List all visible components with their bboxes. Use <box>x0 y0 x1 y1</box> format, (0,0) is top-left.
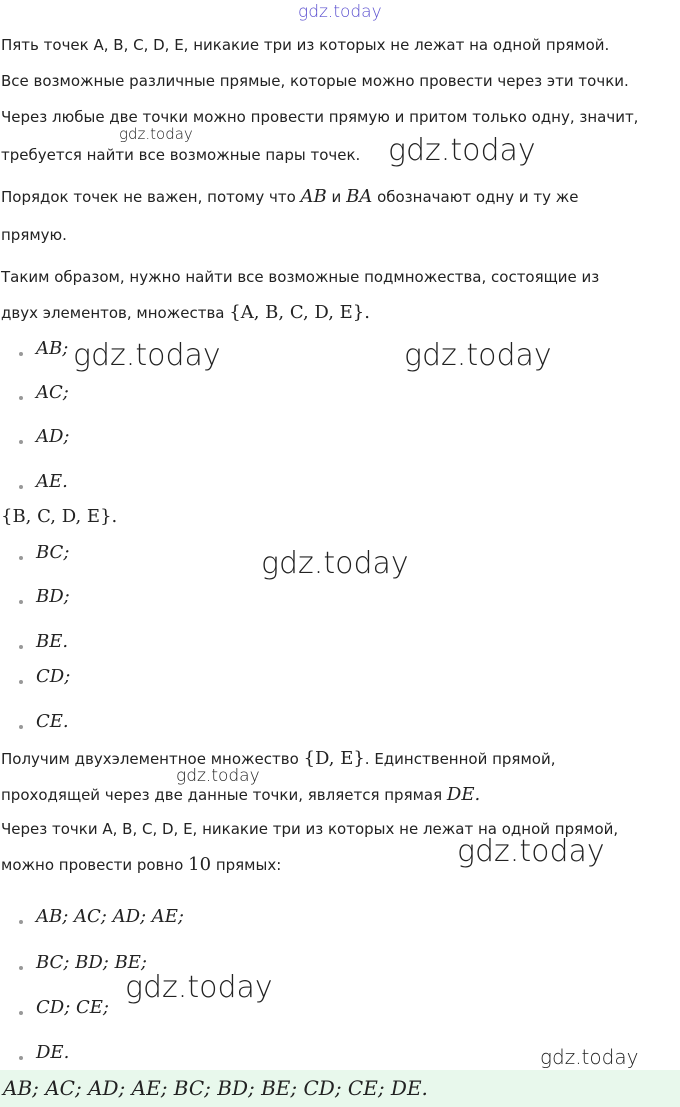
subsets-text: двух элементов, множества <box>1 304 230 322</box>
list-item: CD; <box>36 666 71 687</box>
watermark: gdz.today <box>125 970 273 1005</box>
result-text: . Единственной прямой, <box>364 750 556 768</box>
list-item: CE. <box>36 711 69 732</box>
bullet <box>19 1056 23 1060</box>
bullet <box>19 352 23 356</box>
order-note-text: и <box>326 188 347 206</box>
bullet <box>19 966 23 970</box>
list-item: BD; <box>36 586 70 607</box>
list-item: BE. <box>36 631 69 652</box>
list-item: AC; <box>36 382 69 403</box>
conclusion-line-1: Через точки A, B, C, D, E, никакие три из которых не лежат на одной прямой, <box>1 820 619 838</box>
reasoning-line-1: Через любые две точки можно провести прямую и притом только одну, значит, <box>1 108 639 126</box>
bullet <box>19 600 23 604</box>
watermark: gdz.today <box>540 1045 639 1069</box>
watermark: gdz.today <box>73 338 221 373</box>
set-abcde: {A, B, C, D, E}. <box>229 302 370 323</box>
bullet <box>19 920 23 924</box>
list-item: AE. <box>36 471 68 492</box>
question-text: Все возможные различные прямые, которые можно провести через эти точки. <box>1 72 629 90</box>
result-line-1 <box>1 748 555 769</box>
list-item: AB; <box>36 338 69 359</box>
order-note-text: обозначают одну и ту же <box>372 188 579 206</box>
order-note-text: Порядок точек не важен, потому что <box>1 188 301 206</box>
condition-text: Пять точек A, B, C, D, E, никакие три из которых не лежат на одной прямой. <box>1 36 610 54</box>
set-de: {D, E} <box>303 748 365 769</box>
bullet <box>19 485 23 489</box>
list-item: BC; <box>36 542 70 563</box>
conclusion-text: прямых: <box>211 856 282 874</box>
order-note-line-1 <box>1 186 579 207</box>
bullet <box>19 1011 23 1015</box>
watermark: gdz.today <box>261 546 409 581</box>
watermark-top: gdz.today <box>298 2 382 22</box>
segment-ab: AB <box>300 186 327 207</box>
bullet <box>19 556 23 560</box>
conclusion-line-2 <box>1 854 281 875</box>
watermark: gdz.today <box>457 834 605 869</box>
summary-item: BC; BD; BE; <box>36 952 147 973</box>
reasoning-line-2: требуется найти все возможные пары точек. <box>1 146 361 164</box>
subsets-line-1: Таким образом, нужно найти все возможные подмножества, состоящие из <box>1 268 600 286</box>
set-bcde: {B, C, D, E}. <box>1 506 118 527</box>
summary-item: AB; AC; AD; AE; <box>36 906 184 927</box>
result-line-2 <box>1 784 480 805</box>
lines-count: 10 <box>188 854 212 875</box>
result-text: Получим двухэлементное множество <box>1 750 304 768</box>
bullet <box>19 396 23 400</box>
bullet <box>19 440 23 444</box>
segment-de: DE. <box>446 784 481 805</box>
watermark: gdz.today <box>388 133 536 168</box>
list-item: AD; <box>36 426 70 447</box>
segment-ba: BA <box>346 186 373 207</box>
conclusion-text: можно провести ровно <box>1 856 189 874</box>
watermark: gdz.today <box>404 338 552 373</box>
order-note-line-2: прямую. <box>1 226 67 244</box>
bullet <box>19 645 23 649</box>
answer-box <box>0 1070 680 1107</box>
bullet <box>19 680 23 684</box>
answer-text: AB; AC; AD; AE; BC; BD; BE; CD; CE; DE. <box>3 1076 428 1100</box>
watermark: gdz.today <box>119 125 193 143</box>
result-text: проходящей через две данные точки, является прямая <box>1 786 447 804</box>
subsets-line-2 <box>1 302 370 323</box>
watermark: gdz.today <box>176 766 260 786</box>
summary-item: DE. <box>36 1042 70 1063</box>
summary-item: CD; CE; <box>36 997 109 1018</box>
bullet <box>19 725 23 729</box>
